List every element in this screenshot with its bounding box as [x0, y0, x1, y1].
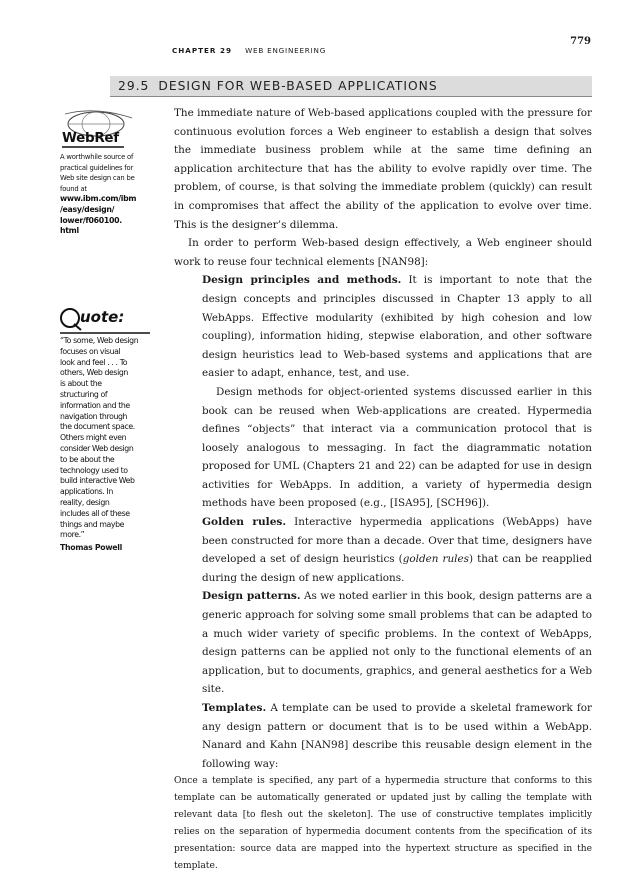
heading-design-patterns: Design patterns. [202, 590, 301, 603]
quote-line: others, Web design [60, 368, 128, 378]
quote-line: applications. In [60, 487, 113, 497]
quote-line: more.” [60, 530, 85, 540]
quote-line: things and maybe [60, 519, 125, 529]
quote-logo-text: uote: [80, 308, 125, 326]
quote-line: structuring of [60, 389, 108, 399]
quote-line: “To some, Web design [60, 336, 139, 345]
text-templates: A template can be used to provide a skeletal framework for any design pattern or document that is to be used within a WebApp. Nanard and Kahn [NAN98] describe this reusable design element in the following way: [202, 702, 592, 770]
webref-url-line: www.ibm.com/ibm [60, 194, 137, 204]
quote-line: navigation through [60, 411, 128, 421]
quote-line: look and feel . . . To [60, 357, 128, 367]
quote-line: is about the [60, 379, 102, 389]
chapter-title: WEB ENGINEERING [245, 46, 327, 55]
page-number: 779 [570, 36, 591, 47]
section-title: DESIGN FOR WEB-BASED APPLICATIONS [158, 79, 438, 93]
quote-line: reality, design [60, 497, 110, 507]
chapter-label: CHAPTER 29 [172, 46, 232, 55]
webref-line: A worthwhile source of [60, 153, 134, 161]
quote-line: information and the [60, 400, 130, 410]
quote-line: to be about the [60, 454, 115, 464]
text-design-principles: It is important to note that the design concepts and principles discussed in Chapter 13 apply to all WebApps. Effective modularity (exhibited by high cohesion and low coupling), information hiding, stepwise elaboration, and other software design heuristics lead to Web-based systems and applications that are easier to adapt, enhance, test, and use. [202, 274, 593, 380]
webref-line: practical guidelines for [60, 163, 134, 172]
quote-line: consider Web design [60, 443, 134, 453]
heading-design-principles: Design principles and methods. [202, 274, 402, 287]
quote-line: includes all of these [60, 508, 130, 518]
running-head [172, 38, 591, 54]
text-golden-rules-2: ) that can be reapplied during the design of new applications. [202, 553, 592, 584]
webref-logo-text: WebRef [62, 130, 119, 146]
text-design-patterns: As we noted earlier in this book, design patterns are a generic approach for solving some small problems that can be adapted to a much wider variety of specific problems. In the context of WebApps, design patterns can be applied not only to the functional elements of an application, but to documents, graphics, and general aesthetics for a Web site. [202, 590, 592, 696]
extract-quote: Once a template is specified, any part of a hypermedia structure that conforms to this template can be automatically generated or updated just by calling the template with relevant data [to flesh out the skeleton]. The use of constructive templates implicitly relies on the separation of hypermedia document contents from the specification of its presentation: source data are mapped into the hypertext structure as specified in the template. [174, 776, 592, 872]
webref-url-line: lower/f060100. [60, 215, 122, 225]
paragraph-intro: The immediate nature of Web-based applications coupled with the pressure for continuous evolution forces a Web engineer to establish a design that solves the immediate business problem while at the same time defining an application architecture that has the ability to evolve rapidly over time. The problem, of course, is that solving the immediate problem (quickly) can result in compromises that affect the ability of the application to evolve over time. This is the designer’s dilemma. [174, 107, 592, 231]
webref-url-line: html [60, 226, 79, 236]
quote-line: focuses on visual [60, 346, 121, 356]
paragraph-templates [202, 699, 592, 773]
text-golden-rules-1: Interactive hypermedia applications (WebApps) have been constructed for more than a decade. Over that time, designers have developed a set of design heuristics ( [202, 516, 592, 566]
section-number: 29.5 [118, 79, 150, 93]
quote-text [60, 336, 148, 541]
quote-sidebar [60, 306, 158, 552]
quote-line: the document space. [60, 422, 135, 432]
section-heading [118, 79, 588, 93]
body-text [174, 104, 592, 875]
quote-line: build interactive Web [60, 476, 135, 486]
webref-logo [60, 108, 158, 152]
paragraph-design-principles [202, 271, 592, 383]
webref-sidebar [60, 108, 158, 237]
webref-url-line: /easy/design/ [60, 204, 115, 214]
quote-logo [60, 306, 158, 336]
quote-line: Others might even [60, 433, 127, 443]
quote-author: Thomas Powell [60, 543, 122, 553]
heading-templates: Templates. [202, 702, 267, 714]
quote-line: technology used to [60, 465, 128, 475]
text-golden-rules-italic: golden rules [402, 553, 469, 566]
paragraph-design-methods: Design methods for object-oriented systems discussed earlier in this book can be reused when Web-applications are created. Hypermedia defines “objects” that interact via a communication protocol that is loosely analogous to messaging. In fact the diagrammatic notation proposed for UML (Chapters 21 and 22) can be adapted for use in design activities for WebApps. In addition, a variety of hypermedia design methods have been proposed (e.g., [ISA95], [SCH96]). [202, 385, 592, 510]
webref-line: Web site design can be [60, 174, 135, 183]
paragraph-golden-rules [202, 513, 592, 587]
paragraph-reuse: In order to perform Web-based design effectively, a Web engineer should work to reuse four technical elements [NAN98]: [174, 237, 592, 268]
paragraph-design-patterns [202, 587, 592, 699]
webref-text [60, 152, 158, 237]
webref-line: found at [60, 184, 87, 193]
heading-golden-rules: Golden rules. [202, 516, 287, 529]
